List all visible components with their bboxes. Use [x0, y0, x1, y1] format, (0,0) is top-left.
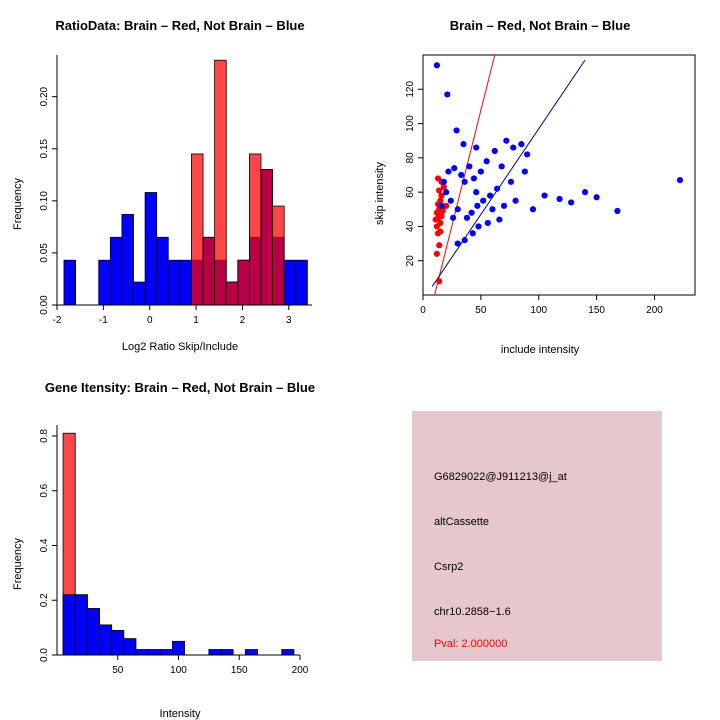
x-tick-label: 50	[475, 305, 487, 316]
y-tick-label: 20	[405, 255, 416, 267]
histogram-bar	[209, 650, 221, 655]
histogram-bar	[203, 237, 215, 305]
scatter-point	[434, 251, 440, 257]
scatter-plot	[360, 0, 720, 360]
scatter-point	[582, 189, 588, 195]
y-tick-label: 0.0	[39, 648, 50, 662]
histogram-bar	[296, 260, 308, 305]
x-tick-label: 1	[193, 315, 199, 326]
y-tick-label: 0.20	[39, 86, 50, 107]
scatter-point	[448, 198, 454, 204]
x-tick-label: 200	[291, 665, 309, 676]
y-tick-label: 0.05	[39, 243, 50, 263]
histogram-bar	[100, 625, 112, 655]
trend-line	[432, 60, 585, 286]
scatter-point	[478, 168, 484, 174]
scatter-point	[503, 138, 509, 144]
panel-intensity-ylabel: Frequency	[12, 538, 24, 590]
x-tick-label: 0	[420, 305, 426, 316]
y-tick-label: 0.2	[39, 593, 50, 608]
histogram-bar	[238, 260, 250, 305]
x-tick-label: 150	[588, 305, 605, 316]
histogram-bar	[87, 608, 99, 655]
scatter-point	[492, 148, 498, 154]
info-gene-symbol: Csrp2	[434, 561, 464, 573]
scatter-point	[480, 198, 486, 204]
scatter-point	[489, 206, 495, 212]
scatter-content	[432, 55, 683, 295]
scatter-point	[445, 168, 451, 174]
x-tick-label: 0	[146, 315, 153, 326]
info-probe-id: G6829022@J911213@j_at	[434, 471, 567, 483]
scatter-point	[518, 141, 524, 147]
scatter-point	[594, 194, 600, 200]
histogram-bar	[226, 282, 238, 305]
panel-scatter	[360, 0, 720, 360]
scatter-point	[568, 199, 574, 205]
info-locus: chr10.2858−1.6	[434, 606, 511, 618]
histogram-bar	[282, 650, 294, 655]
histogram-bar	[168, 260, 180, 305]
y-tick-label: 0.6	[39, 483, 50, 498]
scatter-point	[436, 242, 442, 248]
histogram-bar	[63, 595, 75, 655]
panel-intensity-title: Gene Itensity: Brain – Red, Not Brain – Blue	[44, 380, 316, 395]
panel-scatter-ylabel: skip intensity	[374, 162, 386, 225]
scatter-point	[501, 203, 507, 209]
scatter-point	[487, 192, 493, 198]
histogram-bar	[122, 214, 134, 305]
scatter-point	[453, 127, 459, 133]
x-tick-label: 200	[646, 305, 663, 316]
y-tick-label: 80	[405, 152, 416, 164]
scatter-point	[440, 208, 446, 214]
y-tick-label: 0.4	[39, 538, 50, 553]
scatter-point	[485, 220, 491, 226]
x-tick-label: 50	[112, 665, 124, 676]
histogram-bar	[110, 237, 122, 305]
scatter-point	[677, 177, 683, 183]
y-tick-label: 0.10	[39, 191, 50, 211]
y-tick-label: 120	[405, 80, 416, 98]
scatter-point	[455, 206, 461, 212]
histogram-bar	[221, 650, 233, 655]
scatter-point	[524, 151, 530, 157]
scatter-point	[438, 203, 444, 209]
x-tick-label: -2	[52, 315, 62, 326]
panel-ratio-ylabel: Frequency	[12, 178, 24, 230]
scatter-point	[466, 163, 472, 169]
scatter-point	[496, 216, 502, 222]
histogram-bar	[75, 595, 87, 655]
intensity-bars	[63, 433, 294, 655]
histogram-bar	[160, 650, 172, 655]
histogram-bar	[215, 60, 227, 305]
panel-scatter-xlabel: include intensity	[500, 344, 580, 356]
scatter-point	[435, 175, 441, 181]
scatter-point	[444, 91, 450, 97]
histogram-bar	[180, 260, 192, 305]
gene-info-box	[412, 411, 662, 661]
scatter-point	[437, 198, 443, 204]
x-tick-label: 100	[170, 665, 187, 676]
scatter-point	[436, 278, 442, 284]
x-tick-label: -1	[98, 315, 108, 326]
scatter-point	[455, 240, 461, 246]
panel-ratio-histogram	[0, 0, 360, 360]
histogram-bar	[112, 630, 124, 655]
ratio-histogram-plot	[0, 0, 360, 360]
y-tick-label: 0.8	[39, 428, 50, 443]
histogram-bar	[134, 282, 146, 305]
scatter-point	[471, 175, 477, 181]
trend-line	[435, 55, 495, 295]
info-pval: Pval: 2.000000	[434, 638, 508, 650]
intensity-histogram-plot	[0, 360, 360, 720]
scatter-point	[460, 141, 466, 147]
scatter-point	[441, 179, 447, 185]
panel-intensity-histogram	[0, 360, 360, 720]
scatter-point	[530, 206, 536, 212]
scatter-point	[464, 215, 470, 221]
scatter-point	[614, 208, 620, 214]
scatter-point	[522, 168, 528, 174]
scatter-point	[462, 179, 468, 185]
scatter-point	[510, 144, 516, 150]
scatter-point	[473, 189, 479, 195]
scatter-point	[556, 196, 562, 202]
y-tick-label: 60	[405, 186, 416, 198]
x-tick-label: 100	[530, 305, 548, 316]
histogram-bar	[64, 260, 76, 305]
scatter-point	[469, 210, 475, 216]
histogram-bar	[172, 641, 184, 655]
y-tick-label: 100	[405, 115, 416, 132]
scatter-point	[508, 179, 514, 185]
x-tick-label: 3	[286, 315, 292, 326]
scatter-point	[434, 62, 440, 68]
histogram-bar	[124, 639, 136, 655]
panel-ratio-xlabel: Log2 Ratio Skip/Include	[121, 341, 239, 353]
histogram-bar	[261, 170, 273, 305]
scatter-point	[512, 198, 518, 204]
y-tick-label: 0.00	[39, 295, 50, 315]
scatter-point	[458, 172, 464, 178]
histogram-bar	[145, 193, 157, 306]
scatter-point	[499, 163, 505, 169]
histogram-bar	[136, 650, 148, 655]
y-tick-label: 40	[405, 220, 416, 232]
panel-ratio-title: RatioData: Brain – Red, Not Brain – Blue	[55, 18, 305, 33]
scatter-point	[437, 228, 443, 234]
histogram-bar	[284, 260, 296, 305]
info-event-type: altCassette	[434, 516, 490, 528]
histogram-bar	[148, 650, 160, 655]
x-tick-label: 150	[230, 665, 248, 676]
histogram-bar	[157, 237, 169, 305]
scatter-point	[443, 189, 449, 195]
scatter-point	[451, 165, 457, 171]
histogram-bar	[245, 650, 257, 655]
ratio-bars	[64, 60, 307, 305]
scatter-point	[433, 216, 439, 222]
scatter-point	[475, 223, 481, 229]
scatter-point	[494, 186, 500, 192]
scatter-point	[462, 237, 468, 243]
scatter-point	[470, 230, 476, 236]
y-tick-label: 0.15	[39, 139, 50, 159]
x-tick-label: 2	[239, 315, 246, 326]
scatter-point	[541, 192, 547, 198]
scatter-point	[473, 144, 479, 150]
panel-scatter-title: Brain – Red, Not Brain – Blue	[449, 18, 631, 33]
histogram-bar	[249, 154, 261, 305]
histogram-bar	[191, 154, 203, 305]
scatter-point	[474, 203, 480, 209]
histogram-bar	[273, 206, 285, 305]
scatter-point	[450, 215, 456, 221]
panel-intensity-xlabel: Intensity	[159, 708, 201, 720]
histogram-bar	[99, 260, 111, 305]
scatter-point	[484, 158, 490, 164]
